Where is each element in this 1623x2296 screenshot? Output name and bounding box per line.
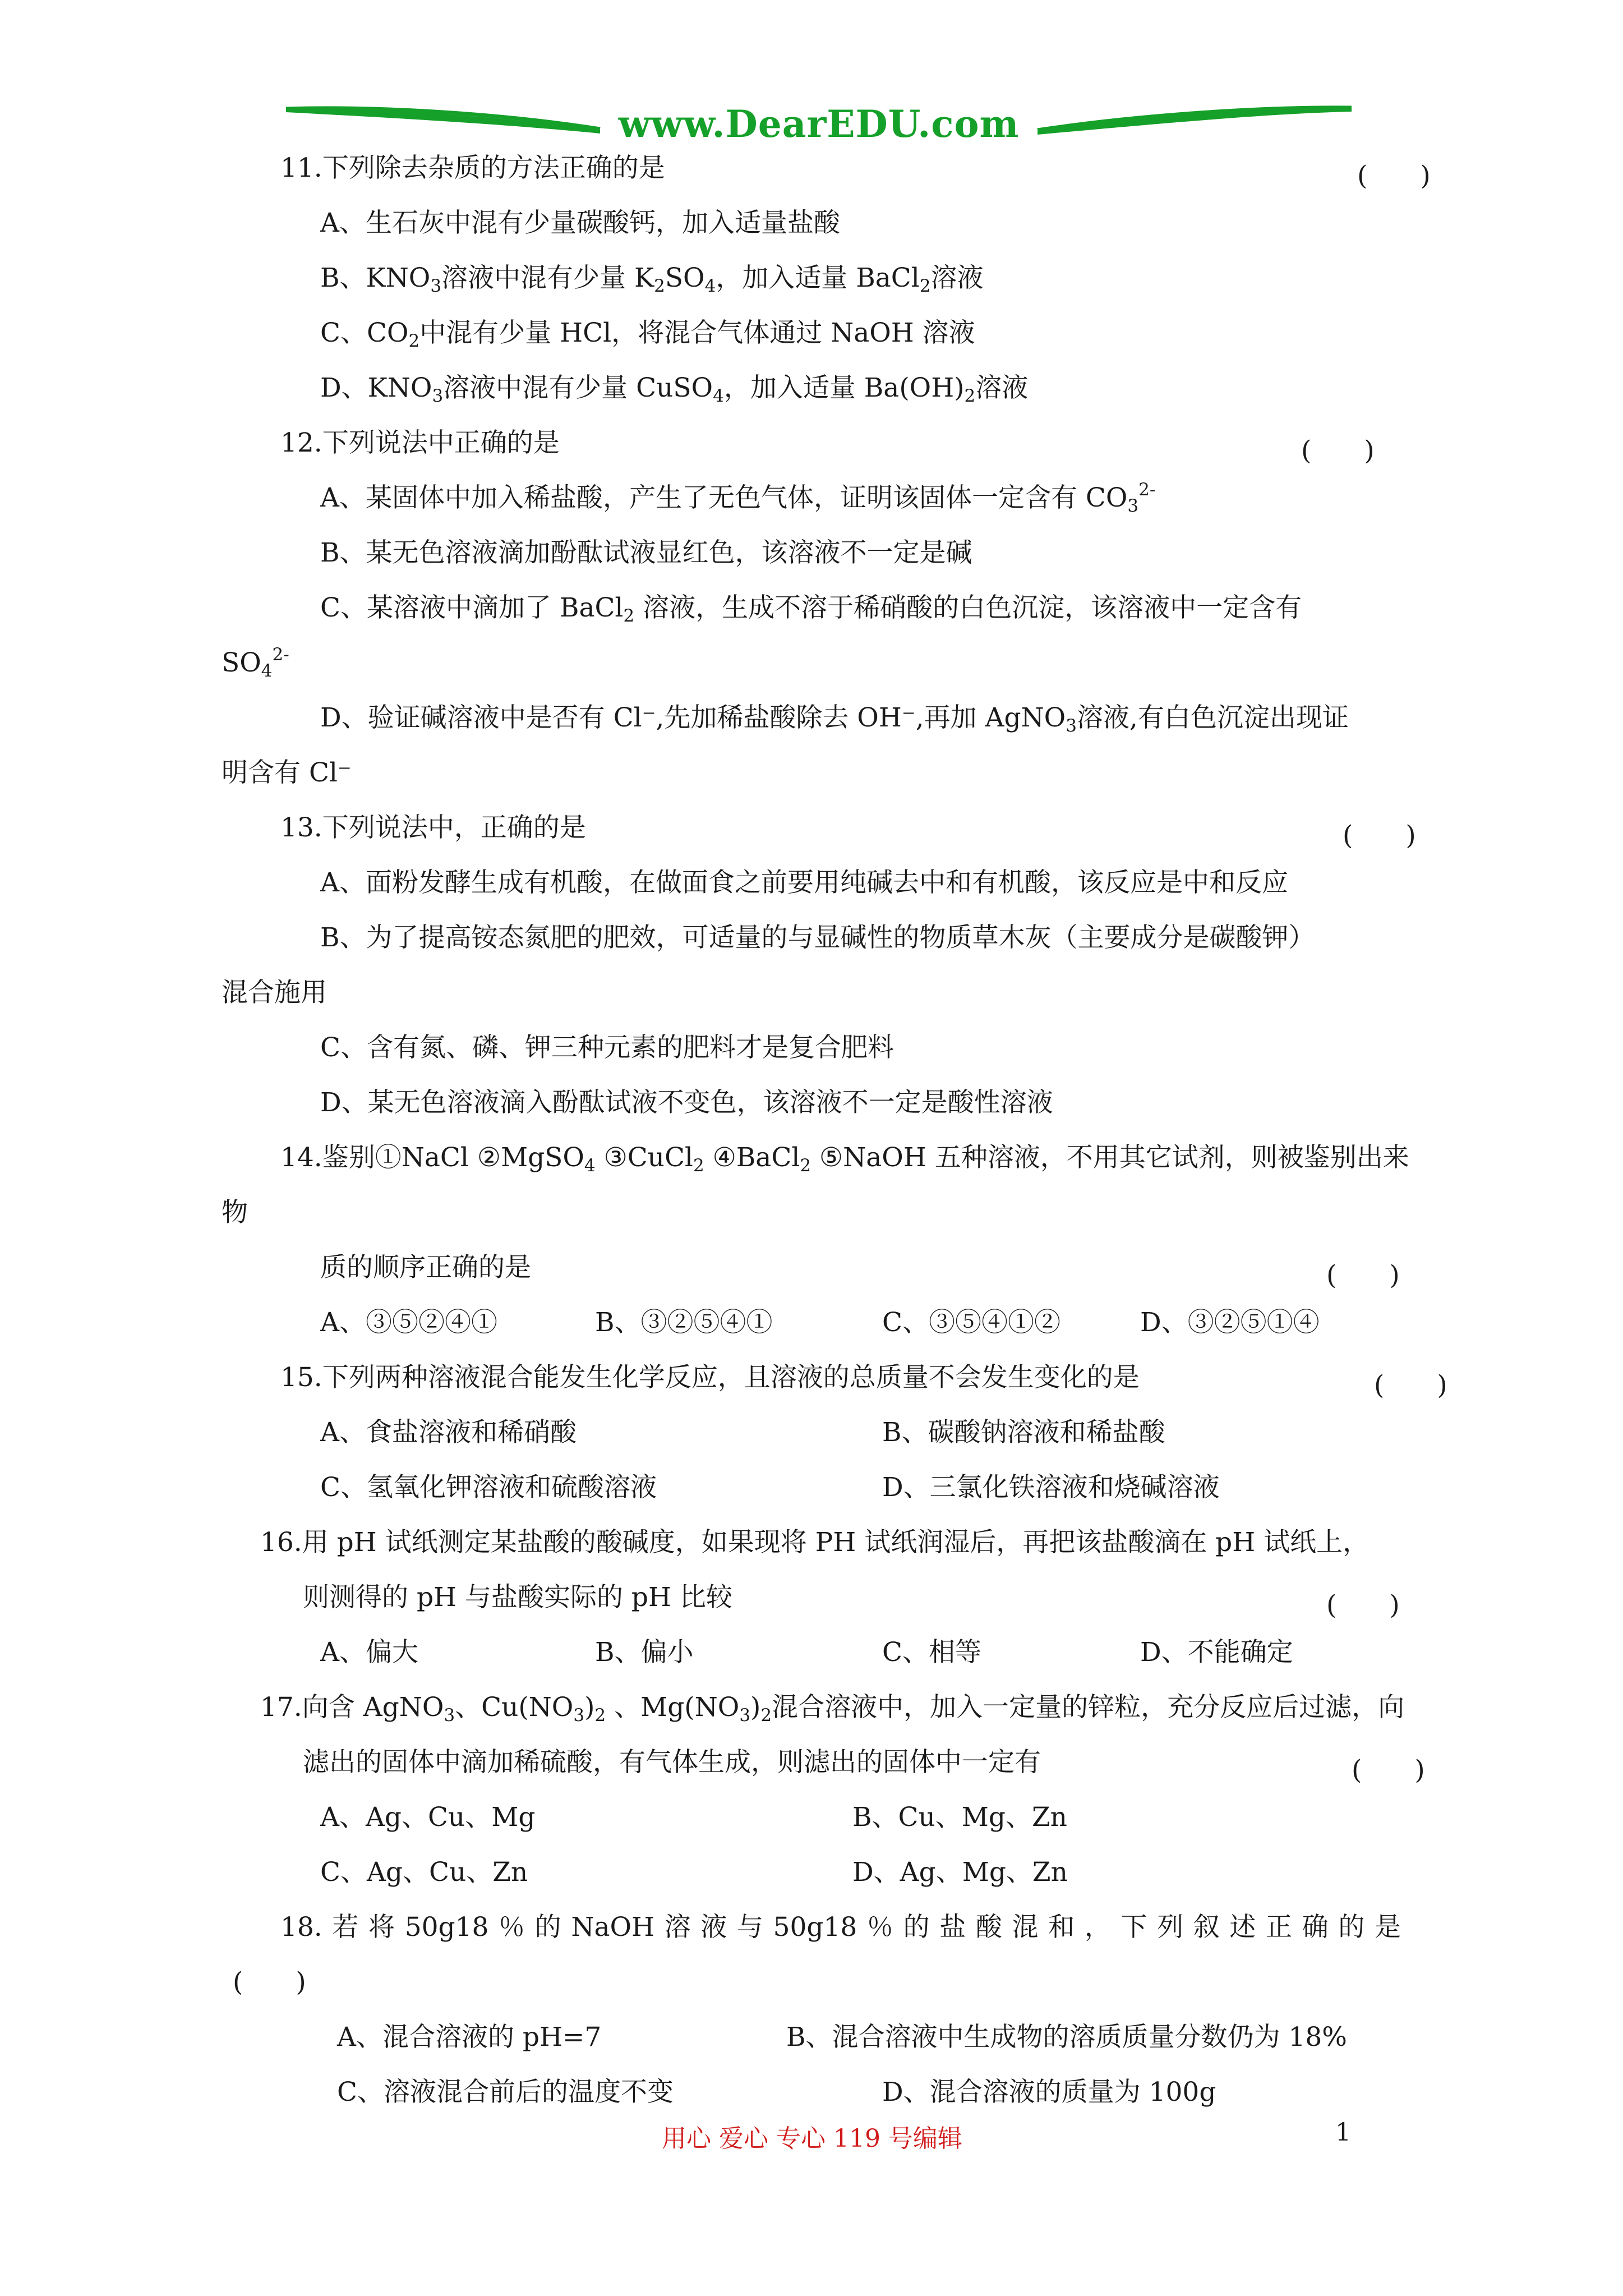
q11-answer-paren: ( ) — [1357, 160, 1431, 191]
q12-option-a: A、某固体中加入稀盐酸，产生了无色气体，证明该固体一定含有 $CO_3^{2-}$ — [320, 480, 1156, 516]
q16-stem-line1: 16.用 pH 试纸测定某盐酸的酸碱度，如果现将 PH 试纸润湿后，再把该盐酸滴在 pH 试纸上， — [260, 1527, 1370, 1558]
site-banner — [286, 94, 1352, 156]
q17-option-b: B、Cu、Mg、Zn — [852, 1802, 1067, 1833]
q15-answer-paren: ( ) — [1374, 1370, 1447, 1401]
q12-option-c-line2: $SO_4^{2-}$ — [222, 645, 289, 681]
q16-option-b: B、偏小 — [595, 1637, 694, 1668]
q18-stem: 18.若将50g18％的NaOH溶液与50g18％的盐酸混和，下列叙述正确的是 — [280, 1912, 1401, 1943]
q18-option-a: A、混合溶液的 pH=7 — [337, 2022, 602, 2053]
q15-option-c: C、氢氧化钾溶液和硫酸溶液 — [320, 1472, 657, 1503]
q17-option-c: C、Ag、Cu、Zn — [320, 1857, 528, 1888]
q11-stem: 11.下列除去杂质的方法正确的是 — [280, 153, 665, 183]
q17-answer-paren: ( ) — [1352, 1755, 1425, 1786]
q14-option-a: A、③⑤②④① — [320, 1307, 497, 1338]
q11-option-d: D、$KNO_3$溶液中混有少量 CuSO$_4$，加入适量 $Ba(OH)_2$溶液 — [320, 372, 1029, 406]
q17-stem-line1: 17.向含 AgNO$_3$、$Cu(NO_3)_2$ 、$Mg(NO_3)_2$混合溶液中，加入一定量的锌粒，充分反应后过滤，向 — [260, 1692, 1405, 1726]
q15-option-d: D、三氯化铁溶液和烧碱溶液 — [882, 1472, 1220, 1503]
footer-note: 用心 爱心 专心 119 号编辑 — [662, 2124, 962, 2153]
q14-stem-line2: 物 — [222, 1197, 248, 1228]
site-logo-text: www.DearEDU.com — [618, 102, 1020, 146]
q18-option-b: B、混合溶液中生成物的溶质质量分数仍为 18% — [786, 2022, 1347, 2053]
q11-option-c: C、$CO_2$中混有少量 HCl，将混合气体通过 NaOH 溶液 — [320, 318, 975, 351]
q12-option-d-line1: D、验证碱溶液中是否有 Cl⁻,先加稀盐酸除去 OH⁻,再加 AgNO$_3$溶液,有白色沉淀出现证 — [320, 702, 1349, 736]
q14-option-b: B、③②⑤④① — [595, 1307, 773, 1338]
q13-option-c: C、含有氮、磷、钾三种元素的肥料才是复合肥料 — [320, 1032, 894, 1063]
q16-option-d: D、不能确定 — [1140, 1637, 1293, 1668]
q14-option-d: D、③②⑤①④ — [1140, 1307, 1320, 1338]
q13-option-d: D、某无色溶液滴入酚酞试液不变色，该溶液不一定是酸性溶液 — [320, 1087, 1053, 1118]
q17-option-a: A、Ag、Cu、Mg — [320, 1802, 536, 1833]
q14-stem-line3: 质的顺序正确的是 — [320, 1252, 531, 1283]
q12-option-c-line1: C、某溶液中滴加了 BaCl$_2$ 溶液，生成不溶于稀硝酸的白色沉淀，该溶液中一定含有 — [320, 592, 1302, 626]
q14-option-c: C、③⑤④①② — [882, 1307, 1061, 1338]
q14-stem-line1: 14.鉴别①NaCl ②MgSO$_4$ ③CuCl$_2$ ④BaCl$_2$ ⑤NaOH 五种溶液，不用其它试剂，则被鉴别出来 — [280, 1142, 1409, 1176]
q16-option-c: C、相等 — [882, 1637, 981, 1668]
q17-stem-line2: 滤出的固体中滴加稀硫酸，有气体生成，则滤出的固体中一定有 — [303, 1747, 1041, 1778]
q11-option-b: B、$KNO_3$溶液中混有少量 $K_2SO_4$，加入适量 BaCl$_2$溶液 — [320, 263, 984, 296]
q14-answer-paren: ( ) — [1326, 1260, 1400, 1291]
q12-stem: 12.下列说法中正确的是 — [280, 427, 560, 458]
q16-stem-line2: 则测得的 pH 与盐酸实际的 pH 比较 — [303, 1582, 732, 1613]
q16-option-a: A、偏大 — [320, 1637, 418, 1668]
q15-option-b: B、碳酸钠溶液和稀盐酸 — [882, 1417, 1165, 1448]
q12-option-b: B、某无色溶液滴加酚酞试液显红色，该溶液不一定是碱 — [320, 537, 972, 568]
q15-stem: 15.下列两种溶液混合能发生化学反应，且溶液的总质量不会发生变化的是 — [280, 1362, 1140, 1393]
q17-option-d: D、Ag、Mg、Zn — [852, 1857, 1068, 1888]
q18-option-c: C、溶液混合前后的温度不变 — [337, 2077, 674, 2108]
q13-option-a: A、面粉发酵生成有机酸，在做面食之前要用纯碱去中和有机酸，该反应是中和反应 — [320, 867, 1288, 898]
q18-option-d: D、混合溶液的质量为 100g — [882, 2077, 1216, 2108]
q18-answer-paren: ( ) — [233, 1967, 306, 1998]
q13-answer-paren: ( ) — [1343, 820, 1416, 851]
q13-option-b-line2: 混合施用 — [222, 977, 327, 1008]
q15-option-a: A、食盐溶液和稀硝酸 — [320, 1417, 577, 1448]
q12-option-d-line2: 明含有 Cl⁻ — [222, 757, 352, 788]
q16-answer-paren: ( ) — [1326, 1590, 1400, 1621]
page-number: 1 — [1335, 2118, 1351, 2147]
q11-option-a: A、生石灰中混有少量碳酸钙，加入适量盐酸 — [320, 208, 840, 238]
q13-stem: 13.下列说法中，正确的是 — [280, 812, 586, 843]
q13-option-b-line1: B、为了提高铵态氮肥的肥效，可适量的与显碱性的物质草木灰（主要成分是碳酸钾） — [320, 922, 1315, 953]
q12-answer-paren: ( ) — [1301, 435, 1375, 466]
